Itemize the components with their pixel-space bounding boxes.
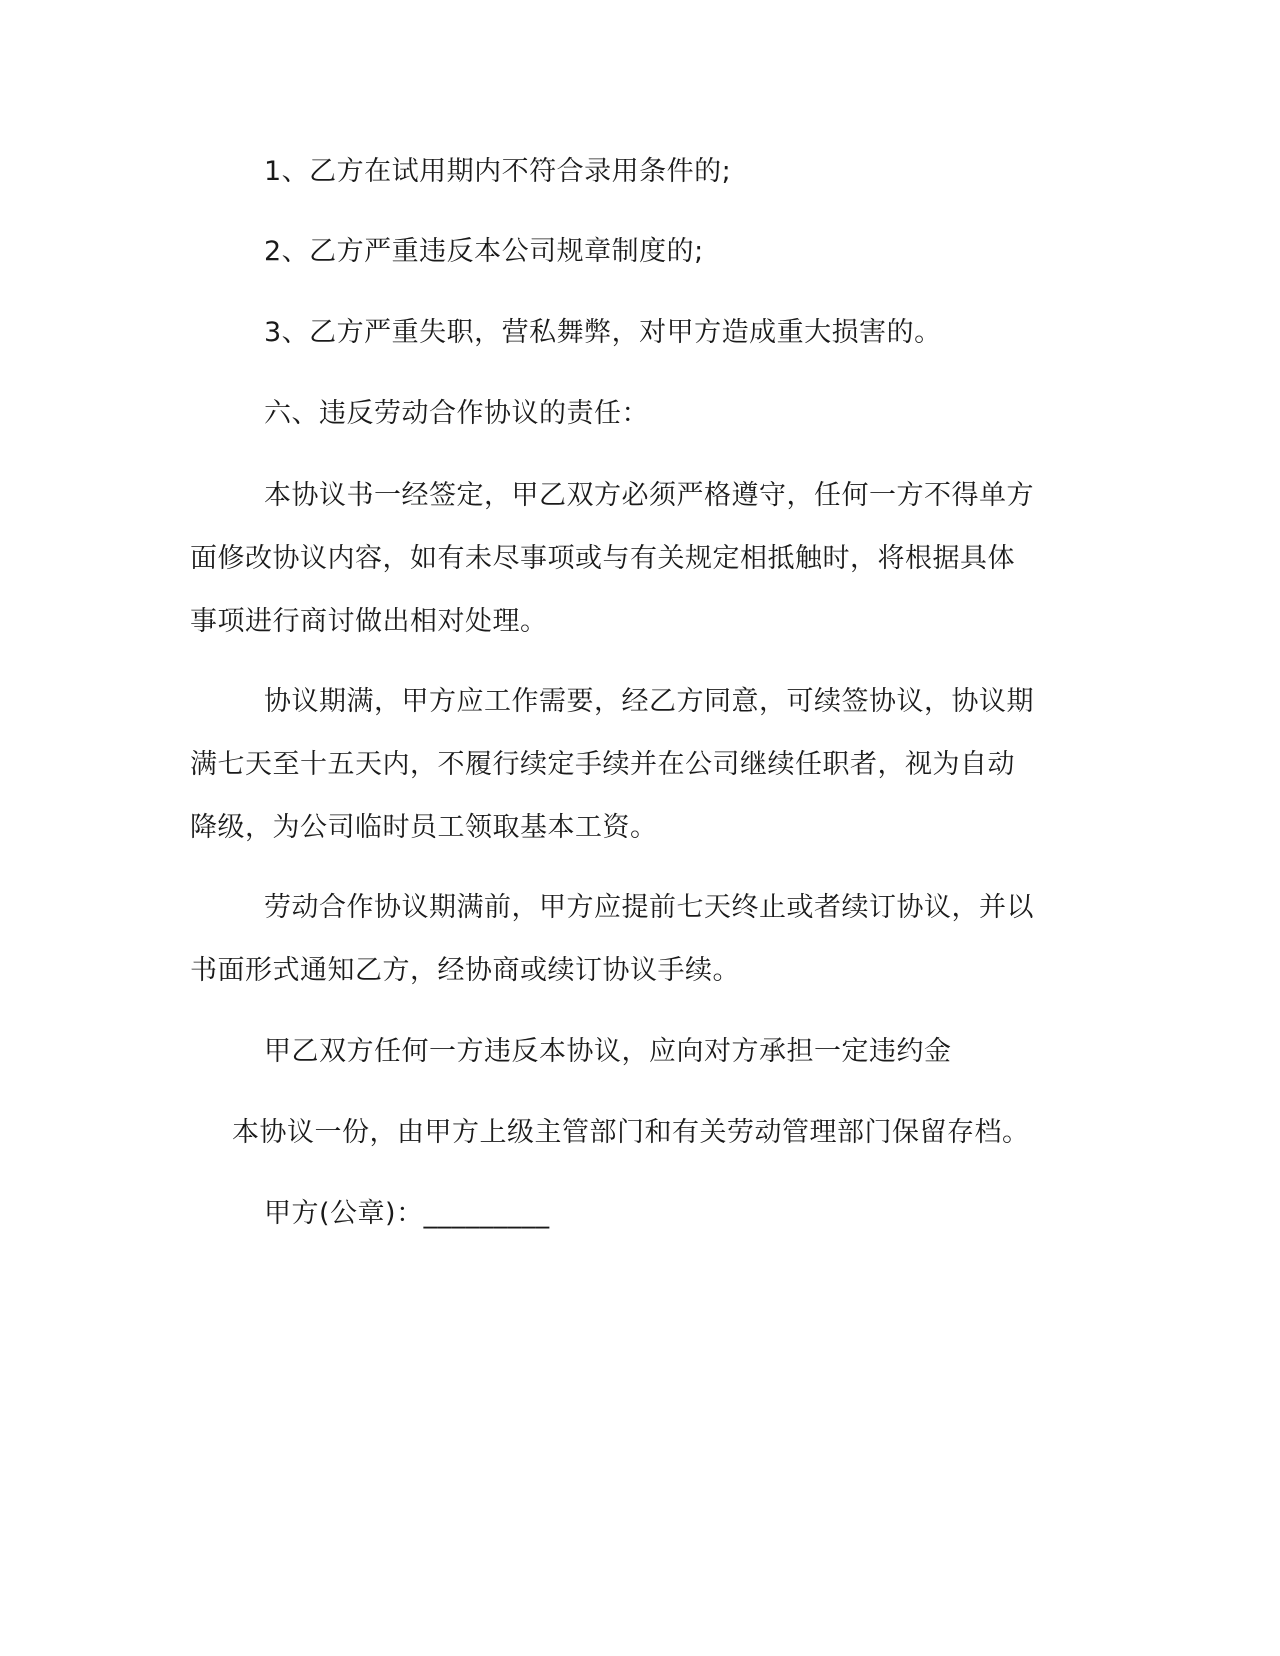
list-item: 1、乙方在试用期内不符合录用条件的;: [264, 156, 732, 187]
section-heading: 六、违反劳动合作协议的责任：: [264, 398, 649, 429]
paragraph-line: 事项进行商讨做出相对处理。: [190, 606, 548, 637]
paragraph-line: 本协议一份，由甲方上级主管部门和有关劳动管理部门保留存档。: [232, 1117, 1030, 1148]
paragraph-line: 面修改协议内容，如有未尽事项或与有关规定相抵触时，将根据具体: [190, 543, 1015, 574]
paragraph-line: 本协议书一经签定，甲乙双方必须严格遵守，任何一方不得单方: [264, 480, 1034, 511]
paragraph-line: 协议期满，甲方应工作需要，经乙方同意，可续签协议，协议期: [264, 686, 1034, 717]
paragraph-line: 降级，为公司临时员工领取基本工资。: [190, 812, 658, 843]
paragraph-line: 满七天至十五天内，不履行续定手续并在公司继续任职者，视为自动: [190, 749, 1015, 780]
list-item: 3、乙方严重失职，营私舞弊，对甲方造成重大损害的。: [264, 317, 942, 348]
signature-line: 甲方(公章)：_________: [264, 1198, 550, 1229]
paragraph-line: 书面形式通知乙方，经协商或续订协议手续。: [190, 955, 740, 986]
paragraph-line: 劳动合作协议期满前，甲方应提前七天终止或者续订协议，并以: [264, 892, 1034, 923]
paragraph-line: 甲乙双方任何一方违反本协议，应向对方承担一定违约金: [264, 1036, 952, 1067]
list-item: 2、乙方严重违反本公司规章制度的;: [264, 236, 704, 267]
